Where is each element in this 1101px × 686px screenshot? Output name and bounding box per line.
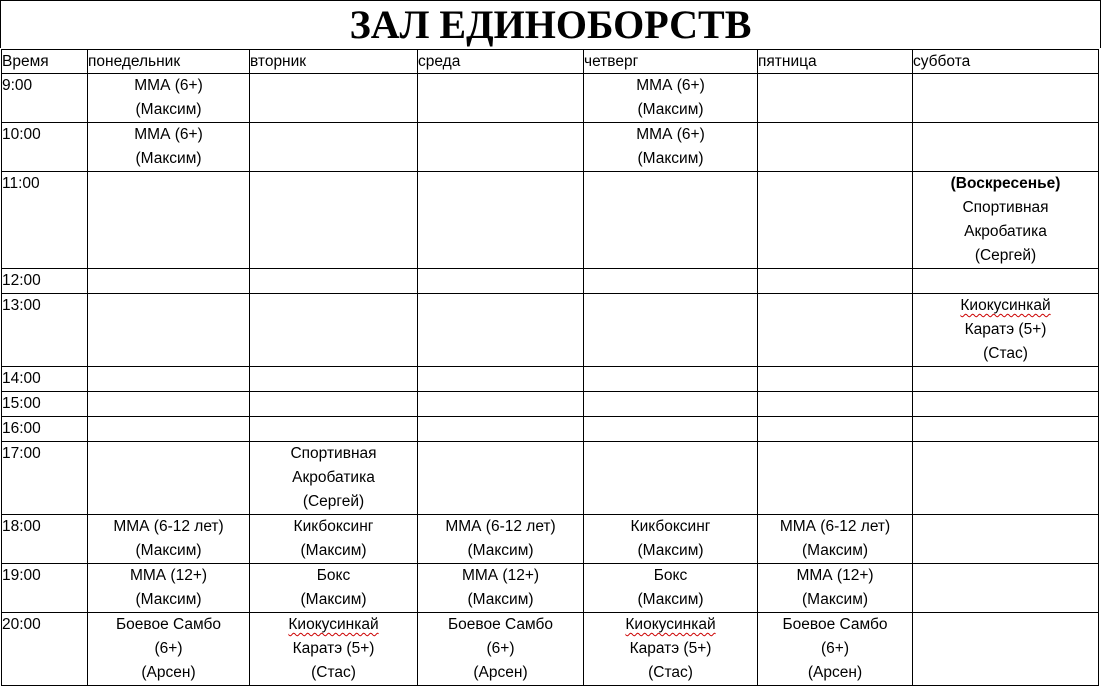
schedule-cell [584,172,758,269]
class-line: (Максим) [467,542,534,559]
table-row [2,515,1099,564]
schedule-cell [913,564,1099,613]
class-line: (Максим) [637,150,704,167]
schedule-cell [758,294,913,367]
schedule-cell [758,613,913,686]
schedule-cell [88,613,250,686]
schedule-cell [418,172,584,269]
schedule-cell [250,417,418,442]
schedule-cell [250,172,418,269]
table-row [2,442,1099,515]
schedule-cell [418,417,584,442]
time-cell: 9:00 [2,74,88,123]
class-line: (Максим) [300,542,367,559]
class-line: (Максим) [135,150,202,167]
spellcheck-word: Киокусинкай [288,616,379,633]
class-line: Боевое Самбо [116,616,221,633]
table-row [2,294,1099,367]
schedule-cell [584,367,758,392]
class-line: ММА (6+) [134,77,203,94]
class-line: Каратэ (5+) [629,640,712,657]
class-line: Кикбоксинг [293,518,374,535]
schedule-cell [913,367,1099,392]
schedule-cell [913,294,1099,367]
schedule-cell [584,123,758,172]
table-row [2,172,1099,269]
class-line: Акробатика [964,223,1047,240]
time-cell: 18:00 [2,515,88,564]
schedule-cell [758,269,913,294]
schedule-cell [758,392,913,417]
schedule-cell [913,613,1099,686]
schedule-cell [758,367,913,392]
schedule-cell [913,417,1099,442]
class-line: (Сергей) [974,247,1037,264]
schedule-cell [758,417,913,442]
schedule-cell [88,269,250,294]
schedule-cell [584,392,758,417]
schedule-cell [584,294,758,367]
class-line: Боевое Самбо [782,616,888,633]
class-line: (6+) [154,640,183,657]
class-line: (6+) [821,640,849,657]
schedule-cell [418,367,584,392]
spellcheck-word: Киокусинкай [960,297,1051,314]
class-line: (Максим) [637,101,704,118]
class-line: Спортивная [290,445,377,462]
time-cell: 12:00 [2,269,88,294]
schedule-cell [250,367,418,392]
schedule-cell [88,367,250,392]
schedule-cell [913,442,1099,515]
schedule-cell [250,515,418,564]
schedule-cell [584,417,758,442]
table-row [2,74,1099,123]
schedule-cell [250,564,418,613]
schedule-cell [88,294,250,367]
table-row [2,367,1099,392]
class-line: (Максим) [135,542,202,559]
class-line: ММА (6+) [636,126,705,143]
time-cell: 17:00 [2,442,88,515]
time-cell: 16:00 [2,417,88,442]
schedule-cell [418,392,584,417]
class-line: (Сергей) [302,493,365,510]
class-line: Бокс [653,567,688,584]
class-line: (Арсен) [807,664,863,681]
schedule-cell [418,294,584,367]
schedule-cell [88,417,250,442]
schedule-cell [88,172,250,269]
class-line: (6+) [486,640,515,657]
class-line: Бокс [316,567,351,584]
schedule-cell [418,515,584,564]
class-line: Спортивная [962,199,1049,216]
schedule-cell [88,515,250,564]
class-line: ММА (6-12 лет) [779,518,891,535]
schedule-cell [418,74,584,123]
time-cell: 19:00 [2,564,88,613]
schedule-cell [250,269,418,294]
schedule-cell [913,123,1099,172]
column-header-day: понедельник [88,50,250,74]
schedule-cell [418,123,584,172]
schedule-cell [913,172,1099,269]
schedule-cell [913,392,1099,417]
class-line: ММА (6+) [636,77,705,94]
class-line: (Воскресенье) [950,175,1061,192]
column-header-day: вторник [250,50,418,74]
class-line: ММА (6-12 лет) [113,518,224,535]
class-line: (Арсен) [141,664,196,681]
class-line: (Арсен) [473,664,528,681]
schedule-cell [584,442,758,515]
table-row [2,613,1099,686]
schedule-cell [250,123,418,172]
class-line: (Стас) [983,345,1028,362]
schedule-cell [584,564,758,613]
class-line: (Максим) [637,591,704,608]
table-row [2,123,1099,172]
class-line: (Максим) [801,591,869,608]
class-line: (Максим) [300,591,367,608]
time-cell: 11:00 [2,172,88,269]
schedule-cell [88,392,250,417]
class-line: Каратэ (5+) [292,640,375,657]
schedule-cell [250,294,418,367]
class-line: (Максим) [135,591,202,608]
column-header-day: среда [418,50,584,74]
schedule-cell [584,74,758,123]
table-row [2,392,1099,417]
schedule-cell [250,442,418,515]
class-line: (Стас) [311,664,356,681]
schedule-cell [88,74,250,123]
time-cell: 10:00 [2,123,88,172]
schedule-cell [758,515,913,564]
schedule-cell [418,613,584,686]
schedule-cell [418,269,584,294]
class-line [913,294,1098,318]
class-line [584,613,757,637]
class-line: ММА (12+) [796,567,874,584]
table-row [2,269,1099,294]
column-header-day: суббота [913,50,1099,74]
schedule-table [1,49,1099,686]
schedule-cell [758,74,913,123]
schedule-cell [758,172,913,269]
class-line: ММА (6+) [134,126,203,143]
schedule-cell [88,123,250,172]
class-line: Боевое Самбо [448,616,553,633]
schedule-cell [418,564,584,613]
time-cell: 20:00 [2,613,88,686]
class-line: (Максим) [135,101,202,118]
page-title: ЗАЛ ЕДИНОБОРСТВ [0,0,1101,48]
time-cell: 15:00 [2,392,88,417]
column-header-time: Время [2,50,88,74]
schedule-cell [250,74,418,123]
class-line: Акробатика [292,469,375,486]
table-row [2,564,1099,613]
time-cell: 14:00 [2,367,88,392]
schedule-cell [584,269,758,294]
schedule-cell [584,515,758,564]
spellcheck-word: Киокусинкай [625,616,716,633]
schedule-cell [758,564,913,613]
class-line: ММА (6-12 лет) [445,518,556,535]
class-line: (Максим) [637,542,704,559]
class-line: (Максим) [467,591,534,608]
column-header-day: четверг [584,50,758,74]
class-line: ММА (12+) [129,567,208,584]
header-row [2,50,1099,74]
schedule-cell [913,74,1099,123]
time-cell: 13:00 [2,294,88,367]
schedule-cell [758,123,913,172]
class-line: (Стас) [648,664,693,681]
schedule-cell [913,515,1099,564]
schedule-cell [250,392,418,417]
schedule-cell [250,613,418,686]
class-line: ММА (12+) [461,567,540,584]
schedule-cell [88,442,250,515]
schedule-cell [758,442,913,515]
class-line: (Максим) [801,542,869,559]
schedule-cell [88,564,250,613]
class-line: Каратэ (5+) [964,321,1047,338]
column-header-day: пятница [758,50,913,74]
schedule-cell [418,442,584,515]
schedule-cell [584,613,758,686]
class-line [250,613,417,637]
class-line: Кикбоксинг [630,518,711,535]
table-row [2,417,1099,442]
schedule-cell [913,269,1099,294]
